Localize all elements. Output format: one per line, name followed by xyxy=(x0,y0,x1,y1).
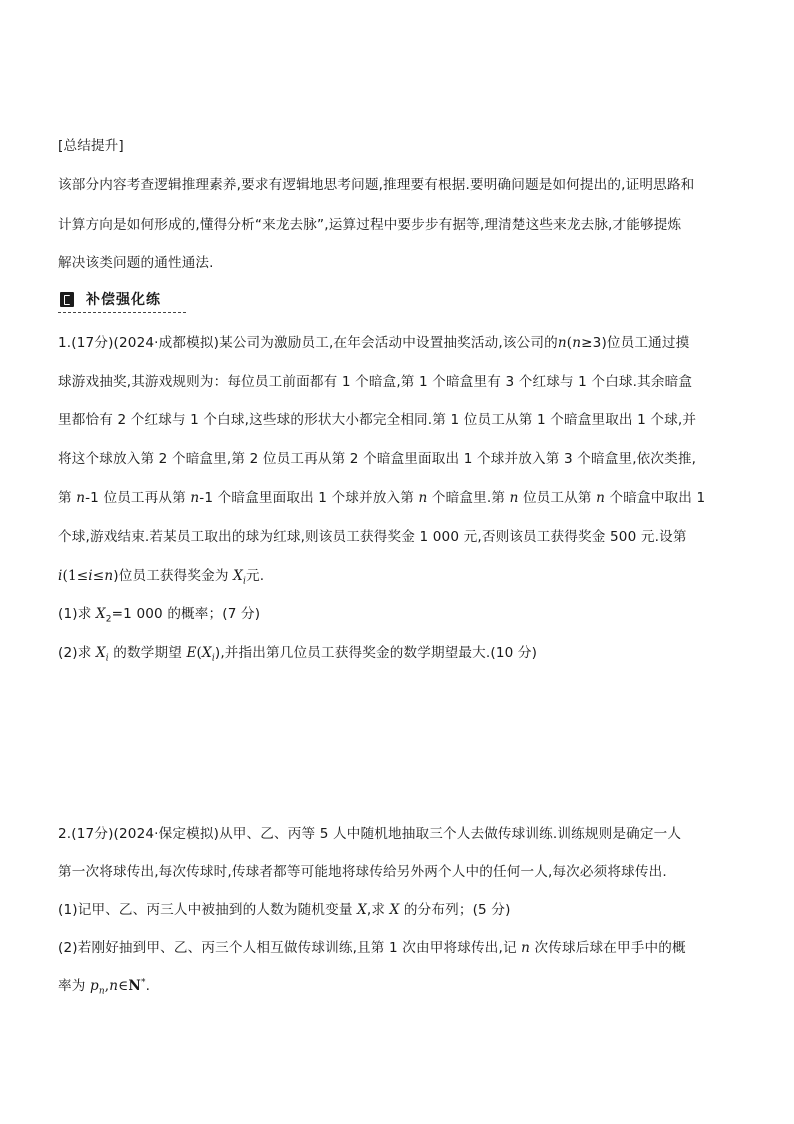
problem2-question-2-cont xyxy=(58,976,748,996)
problem1-line-2: 球游戏抽奖,其游戏规则为：每位员工前面都有 1 个暗盒,第 1 个暗盒里有 3 个红球与 1 个白球.其余暗盒 xyxy=(58,374,693,390)
text-run: 第 xyxy=(58,490,77,506)
var-n: n xyxy=(596,490,606,506)
problem1-line-5 xyxy=(58,488,748,508)
problem1-question-2 xyxy=(58,643,748,663)
var-X: X xyxy=(202,645,212,661)
var-n: n xyxy=(521,940,531,956)
summary-line-2: 计算方向是如何形成的,懂得分析“来龙去脉”,运算过程中要步步有据等,理清楚这些来龙去脉,才能够提炼 xyxy=(58,217,682,233)
var-X: X xyxy=(357,902,367,918)
var-n: n xyxy=(557,335,567,351)
text-run: 的分布列；(5 分) xyxy=(399,902,511,918)
problem1-line-4: 将这个球放入第 2 个暗盒里,第 2 位员工再从第 2 个暗盒里面取出 1 个球并放入第 3 个暗盒里,依次类推, xyxy=(58,451,697,467)
text-run: 次传球后球在甲手中的概 xyxy=(530,940,686,956)
text-run: ,求 xyxy=(366,902,390,918)
var-X: X xyxy=(233,568,243,584)
text-run: (2)若刚好抽到甲、乙、丙三个人相互做传球训练,且第 1 次由甲将球传出,记 xyxy=(58,940,522,956)
var-n: n xyxy=(509,490,519,506)
text-run: )位员工获得奖金为 xyxy=(113,568,234,584)
var-i: i xyxy=(88,568,93,584)
text-run: ≥3)位员工通过摸 xyxy=(581,335,690,351)
text-run: 元. xyxy=(245,568,265,584)
text-run: -1 个暗盒里面取出 1 个球并放入第 xyxy=(199,490,419,506)
subscript-i: i xyxy=(242,576,246,587)
superscript-star: * xyxy=(140,977,146,988)
problem2-question-2 xyxy=(58,938,748,958)
text-run: =1 000 的概率；(7 分) xyxy=(111,606,261,622)
subscript-i: i xyxy=(105,653,109,664)
section-underline xyxy=(58,312,186,313)
var-X: X xyxy=(389,902,400,918)
var-n: n xyxy=(109,978,119,994)
text-run: (2)求 xyxy=(58,645,96,661)
var-X: X xyxy=(95,606,106,622)
var-E: E xyxy=(186,645,197,661)
subscript-i: i xyxy=(211,653,215,664)
text-run: (1≤ xyxy=(62,568,89,584)
text-run: ( xyxy=(196,645,202,661)
problem2-question-1 xyxy=(58,900,748,920)
var-i: i xyxy=(58,568,63,584)
text-run: ( xyxy=(566,335,573,351)
text-run: (1)求 xyxy=(58,606,96,622)
natural-numbers-symbol: N xyxy=(128,978,141,994)
var-n: n xyxy=(190,490,200,506)
section-title: 补偿强化练 xyxy=(86,292,161,308)
problem2-line-1: 2.(17分)(2024·保定模拟)从甲、乙、丙等 5 人中随机地抽取三个人去做传球训练.训练规则是确定一人 xyxy=(58,826,682,842)
text-run: 1.(17分)(2024·成都模拟)某公司为激励员工,在年会活动中设置抽奖活动,该公司的 xyxy=(58,335,558,351)
problem1-question-1 xyxy=(58,604,748,624)
subscript-2: 2 xyxy=(105,614,112,625)
summary-heading: [总结提升] xyxy=(58,138,124,154)
problem1-line-7 xyxy=(58,566,748,586)
text-run: 的数学期望 xyxy=(108,645,187,661)
text-run: (1)记甲、乙、丙三人中被抽到的人数为随机变量 xyxy=(58,902,358,918)
text-run: , xyxy=(104,978,110,994)
var-p: p xyxy=(89,978,99,994)
summary-line-3: 解决该类问题的通性通法. xyxy=(58,255,214,271)
subscript-n: n xyxy=(98,986,105,997)
section-badge-icon xyxy=(60,292,74,307)
var-n: n xyxy=(104,568,114,584)
problem1-line-6: 个球,游戏结束.若某员工取出的球为红球,则该员工获得奖金 1 000 元,否则该员工获得奖金 500 元.设第 xyxy=(58,529,687,545)
text-run: 个暗盒中取出 1 xyxy=(605,490,706,506)
problem1-line-1 xyxy=(58,333,748,353)
text-run: 个暗盒里.第 xyxy=(427,490,510,506)
var-n: n xyxy=(76,490,86,506)
problem2-line-2: 第一次将球传出,每次传球时,传球者都等可能地将球传给另外两个人中的任何一人,每次必须将球传出. xyxy=(58,864,667,880)
text-run: ≤ xyxy=(92,568,105,584)
text-run: . xyxy=(145,978,151,994)
var-n: n xyxy=(418,490,428,506)
summary-line-1: 该部分内容考查逻辑推理素养,要求有逻辑地思考问题,推理要有根据.要明确问题是如何提出的,证明思路和 xyxy=(58,177,695,193)
var-n: n xyxy=(572,335,582,351)
text-run: 率为 xyxy=(58,978,90,994)
text-run: ),并指出第几位员工获得奖金的数学期望最大.(10 分) xyxy=(214,645,538,661)
text-run: 位员工从第 xyxy=(518,490,597,506)
section-header xyxy=(58,288,186,314)
text-run: -1 位员工再从第 xyxy=(85,490,191,506)
text-run: ∈ xyxy=(118,978,129,994)
problem1-line-3: 里都恰有 2 个红球与 1 个白球,这些球的形状大小都完全相同.第 1 位员工从第 1 个暗盒里取出 1 个球,并 xyxy=(58,412,697,428)
var-X: X xyxy=(95,645,106,661)
